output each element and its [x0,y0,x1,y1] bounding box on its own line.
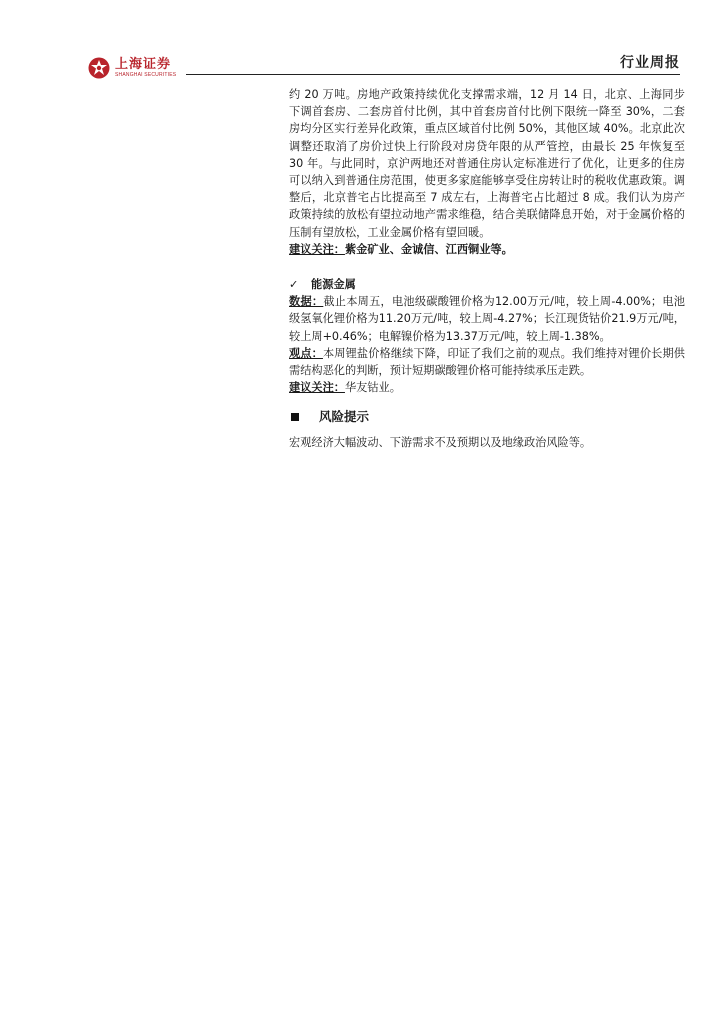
data-label: 数据： [289,295,324,309]
view-text: 本周锂盐价格继续下降，印证了我们之前的观点。我们维持对锂价长期供需结构恶化的判断，预计短期碳酸锂价格可能持续承压走跌。 [289,346,685,378]
logo-name-cn: 上海证券 [115,57,172,72]
suggest2-stocks: 华友钴业。 [344,381,401,395]
energy-metals-subheading [289,276,685,293]
logo [88,57,176,79]
view-label: 观点： [289,346,323,360]
header-divider [186,74,680,75]
report-type-title: 行业周报 [620,55,680,71]
real-estate-text: 约 20 万吨。房地产政策持续优化支撑需求端，12 月 14 日，北京、上海同步下调首套房、二套房首付比例，其中首套房首付比例下限统一降至 30%，二套房均分区实行差异化政策，重点区域首付比例 50%，其他区域 40%。北京此次调整还取消了房价过快上行阶段对房贷年限的从严管控，由最长 25 年恢复至 30 年。与此同时，京沪两地还对普通住房认定标准进行了优化，让更多的住房可以纳入到普通住房范围，使更多家庭能够享受住房转让时的税收优惠政策。调整后，北京普宅占比提高至 7 成左右，上海普宅占比超过 8 成。我们认为房产政策持续的放松有望拉动地产需求维稳，结合美联储降息开始，对于金属价格的压制有望放松，工业金属价格有望回暖。 [289,88,685,239]
suggest2-label: 建议关注： [289,381,345,395]
data-paragraph [289,293,685,345]
risk-paragraph [289,434,685,451]
risk-text: 宏观经济大幅波动、下游需求不及预期以及地缘政治风险等。 [289,435,592,449]
main-content [289,86,685,451]
real-estate-paragraph [289,86,685,258]
shanghai-securities-logo-icon [88,57,110,79]
risk-title: 风险提示 [319,409,370,425]
square-bullet-icon [291,413,299,421]
view-paragraph [289,345,685,379]
suggest-stocks: 紫金矿业、金诚信、江西铜业等。 [344,242,513,256]
energy-metals-title: 能源金属 [311,278,356,292]
page-header [0,0,724,80]
check-icon: ✓ [289,278,299,292]
suggest-label: 建议关注： [289,242,345,256]
suggest-paragraph [289,379,685,396]
risk-section-heading [289,408,685,425]
logo-name-en: SHANGHAI SECURITIES [115,72,177,78]
data-text: 截止本周五，电池级碳酸锂价格为12.00万元/吨，较上周-4.00%；电池级氢氧化锂价格为11.20万元/吨，较上周-4.27%；长江现货钴价21.9万元/吨，较上周+0.46%；电解镍价格为13.37万元/吨，较上周-1.38%。 [289,295,685,343]
